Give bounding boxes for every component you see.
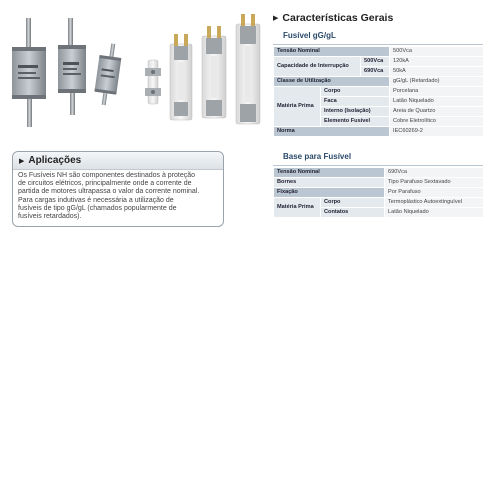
- spec-label: Norma: [274, 127, 390, 137]
- applications-line: Para cargas indutivas é necessária a utilização de: [18, 196, 174, 204]
- applications-text: [13, 170, 223, 221]
- fuse-small: [93, 42, 123, 106]
- spec-sublabel: 500Vca: [361, 57, 390, 67]
- spec-value: Latão Niquelado: [385, 208, 484, 218]
- spec-sublabel: Interno (Isolação): [321, 107, 390, 117]
- spec-label: Capacidade de Interrupção: [274, 57, 361, 77]
- spec-value: Por Parafuso: [385, 188, 484, 198]
- base-section-title: Base para Fusível: [283, 152, 352, 161]
- fuse-section-divider: [273, 44, 483, 45]
- fuse-section-title: Fusível gG/gL: [283, 31, 336, 40]
- table-row: [274, 168, 484, 178]
- spec-sublabel: 690Vca: [361, 67, 390, 77]
- applications-line: partida de motores ultrapassa o valor da corrente nominal.: [18, 188, 200, 196]
- applications-line: Os Fusíveis NH são componentes destinados à proteção: [18, 172, 196, 179]
- spec-value: 120kA: [390, 57, 484, 67]
- fuse-large-2: [58, 18, 86, 115]
- spec-value: 690Vca: [385, 168, 484, 178]
- spec-label: Matéria Prima: [274, 87, 321, 127]
- spec-label: Tensão Nominal: [274, 47, 390, 57]
- table-row: [274, 198, 484, 208]
- spec-value: Porcelana: [390, 87, 484, 97]
- spec-sublabel: Corpo: [321, 87, 390, 97]
- spec-label: Tensão Nominal: [274, 168, 385, 178]
- spec-value: Cobre Eletrolítico: [390, 117, 484, 127]
- spec-label: Bornes: [274, 178, 385, 188]
- spec-label: Fixação: [274, 188, 385, 198]
- applications-line: fusíveis retardados).: [18, 213, 82, 221]
- spec-value: Latão Niquelado: [390, 97, 484, 107]
- applications-box: [12, 151, 224, 227]
- fuse-spec-table: [273, 46, 484, 137]
- spec-value: IEC60269-2: [390, 127, 484, 137]
- characteristics-column: [273, 11, 483, 218]
- fuse-base-2: [170, 34, 192, 120]
- applications-line: de circuitos elétricos, principalmente onde a corrente de: [18, 180, 192, 188]
- spec-value: Tipo Parafuso Sextavado: [385, 178, 484, 188]
- spec-label: Classe de Utilização: [274, 77, 390, 87]
- applications-title: Aplicações: [28, 155, 82, 166]
- triangle-bullet-icon: ▶: [273, 15, 279, 22]
- triangle-bullet-icon: ▶: [19, 157, 25, 165]
- fuse-base-1: [145, 60, 161, 104]
- table-row: [274, 87, 484, 97]
- applications-header: [13, 152, 223, 170]
- spec-sublabel: Corpo: [321, 198, 385, 208]
- spec-sublabel: Elemento Fusível: [321, 117, 390, 127]
- fuse-large-1: [12, 18, 46, 127]
- characteristics-heading: [273, 11, 483, 25]
- spec-label: Matéria Prima: [274, 198, 321, 218]
- spec-value: 50kA: [390, 67, 484, 77]
- base-spec-table: [273, 167, 484, 218]
- table-row: [274, 77, 484, 87]
- fuse-products-illustration: [6, 10, 262, 140]
- spec-value: Termoplástico Autoextinguível: [385, 198, 484, 208]
- fuse-base-4: [236, 14, 260, 124]
- spec-value: 500Vca: [390, 47, 484, 57]
- applications-line: fusíveis de tipo gG/gL (chamados popularmente de: [18, 204, 177, 212]
- table-row: [274, 188, 484, 198]
- spec-sublabel: Contatos: [321, 208, 385, 218]
- characteristics-title: Características Gerais: [282, 12, 394, 24]
- product-photos: [6, 10, 262, 140]
- table-row: [274, 178, 484, 188]
- table-row: [274, 47, 484, 57]
- spec-value: Areia de Quartzo: [390, 107, 484, 117]
- table-row: [274, 127, 484, 137]
- spec-sublabel: Faca: [321, 97, 390, 107]
- table-row: [274, 57, 484, 67]
- fuse-base-3: [202, 26, 226, 118]
- spec-value: gG/gL (Retardado): [390, 77, 484, 87]
- base-section-divider: [273, 165, 483, 166]
